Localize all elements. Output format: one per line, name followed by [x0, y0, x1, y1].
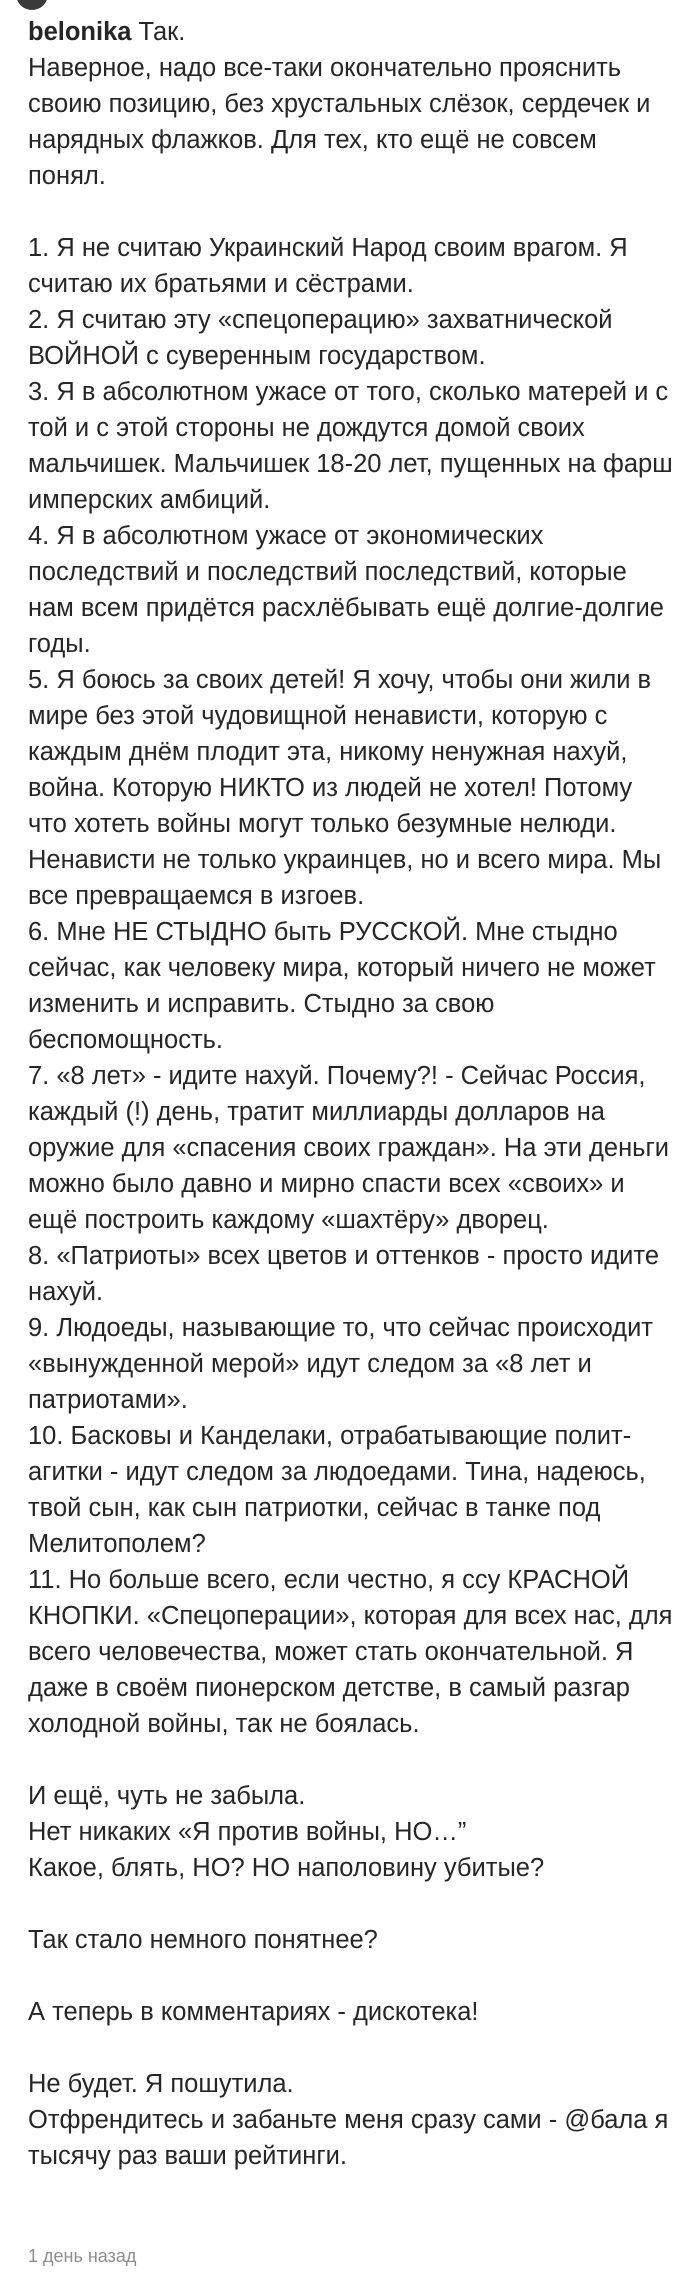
- header-cutoff: [0, 0, 700, 10]
- post-caption: [28, 14, 678, 2174]
- caption-text: Так. Наверное, надо все-таки окончательно прояснить своию позицию, без хрустальных слёзок, сердечек и нарядных флажков. Для тех, кто ещё не совсем понял. 1. Я не считаю Украинский Народ своим врагом. Я считаю их братьями и сёстрами. 2. Я считаю эту «спецоперацию» захватнической ВОЙНОЙ с суверенным государством. 3. Я в абсолютном ужасе от того, сколько матерей и с той и с этой стороны не дождутся домой своих мальчишек. Мальчишек 18-20 лет, пущенных на фарш имперских амбиций. 4. Я в абсолютном ужасе от экономических последствий и последствий последствий, которые нам всем придётся расхлёбывать ещё долгие-долгие годы. 5. Я боюсь за своих детей! Я хочу, чтобы они жили в мире без этой чудовищной ненависти, которую с каждым днём плодит эта, никому ненужная нахуй, война. Которую НИКТО из людей не хотел! Потому что хотеть войны могут только безумные нелюди. Ненависти не только украинцев, но и всего мира. Мы все превращаемся в изгоев. 6. Мне НЕ СТЫДНО быть РУССКОЙ. Мне стыдно сейчас, как человеку мира, который ничего не может изменить и исправить. Стыдно за свою беспомощность. 7. «8 лет» - идите нахуй. Почему?! - Сейчас Россия, каждый (!) день, тратит миллиарды долларов на оружие для «спасения своих граждан». На эти деньги можно было давно и мирно спасти всех «своих» и ещё построить каждому «шахтёру» дворец. 8. «Патриоты» всех цветов и оттенков - просто идите нахуй. 9. Людоеды, называющие то, что сейчас происходит «вынужденной мерой» идут следом за «8 лет и патриотами». 10. Басковы и Канделаки, отрабатывающие полит-агитки - идут следом за людоедами. Тина, надеюсь, твой сын, как сын патриотки, сейчас в танке под Мелитополем? 11. Но больше всего, если честно, я ссу КРАСНОЙ КНОПКИ. «Спецоперации», которая для всех нас, для всего человечества, может стать окончательной. Я даже в своём пионерском детстве, в самый разгар холодной войны, так не боялась. И ещё, чуть не забыла. Нет никаких «Я против войны, НО…” Какое, блять, НО? НО наполовину убитые? Так стало немного понятнее? А теперь в комментариях - дискотека! Не будет. Я пошутила. Отфрендитесь и забаньте меня сразу сами - @бала я тысячу раз ваши рейтинги.: [28, 18, 673, 2170]
- avatar[interactable]: [16, 0, 48, 10]
- username-link[interactable]: belonika: [28, 18, 132, 46]
- header-cut-text: [56, 0, 386, 6]
- post-timestamp: 1 день назад: [28, 2246, 137, 2266]
